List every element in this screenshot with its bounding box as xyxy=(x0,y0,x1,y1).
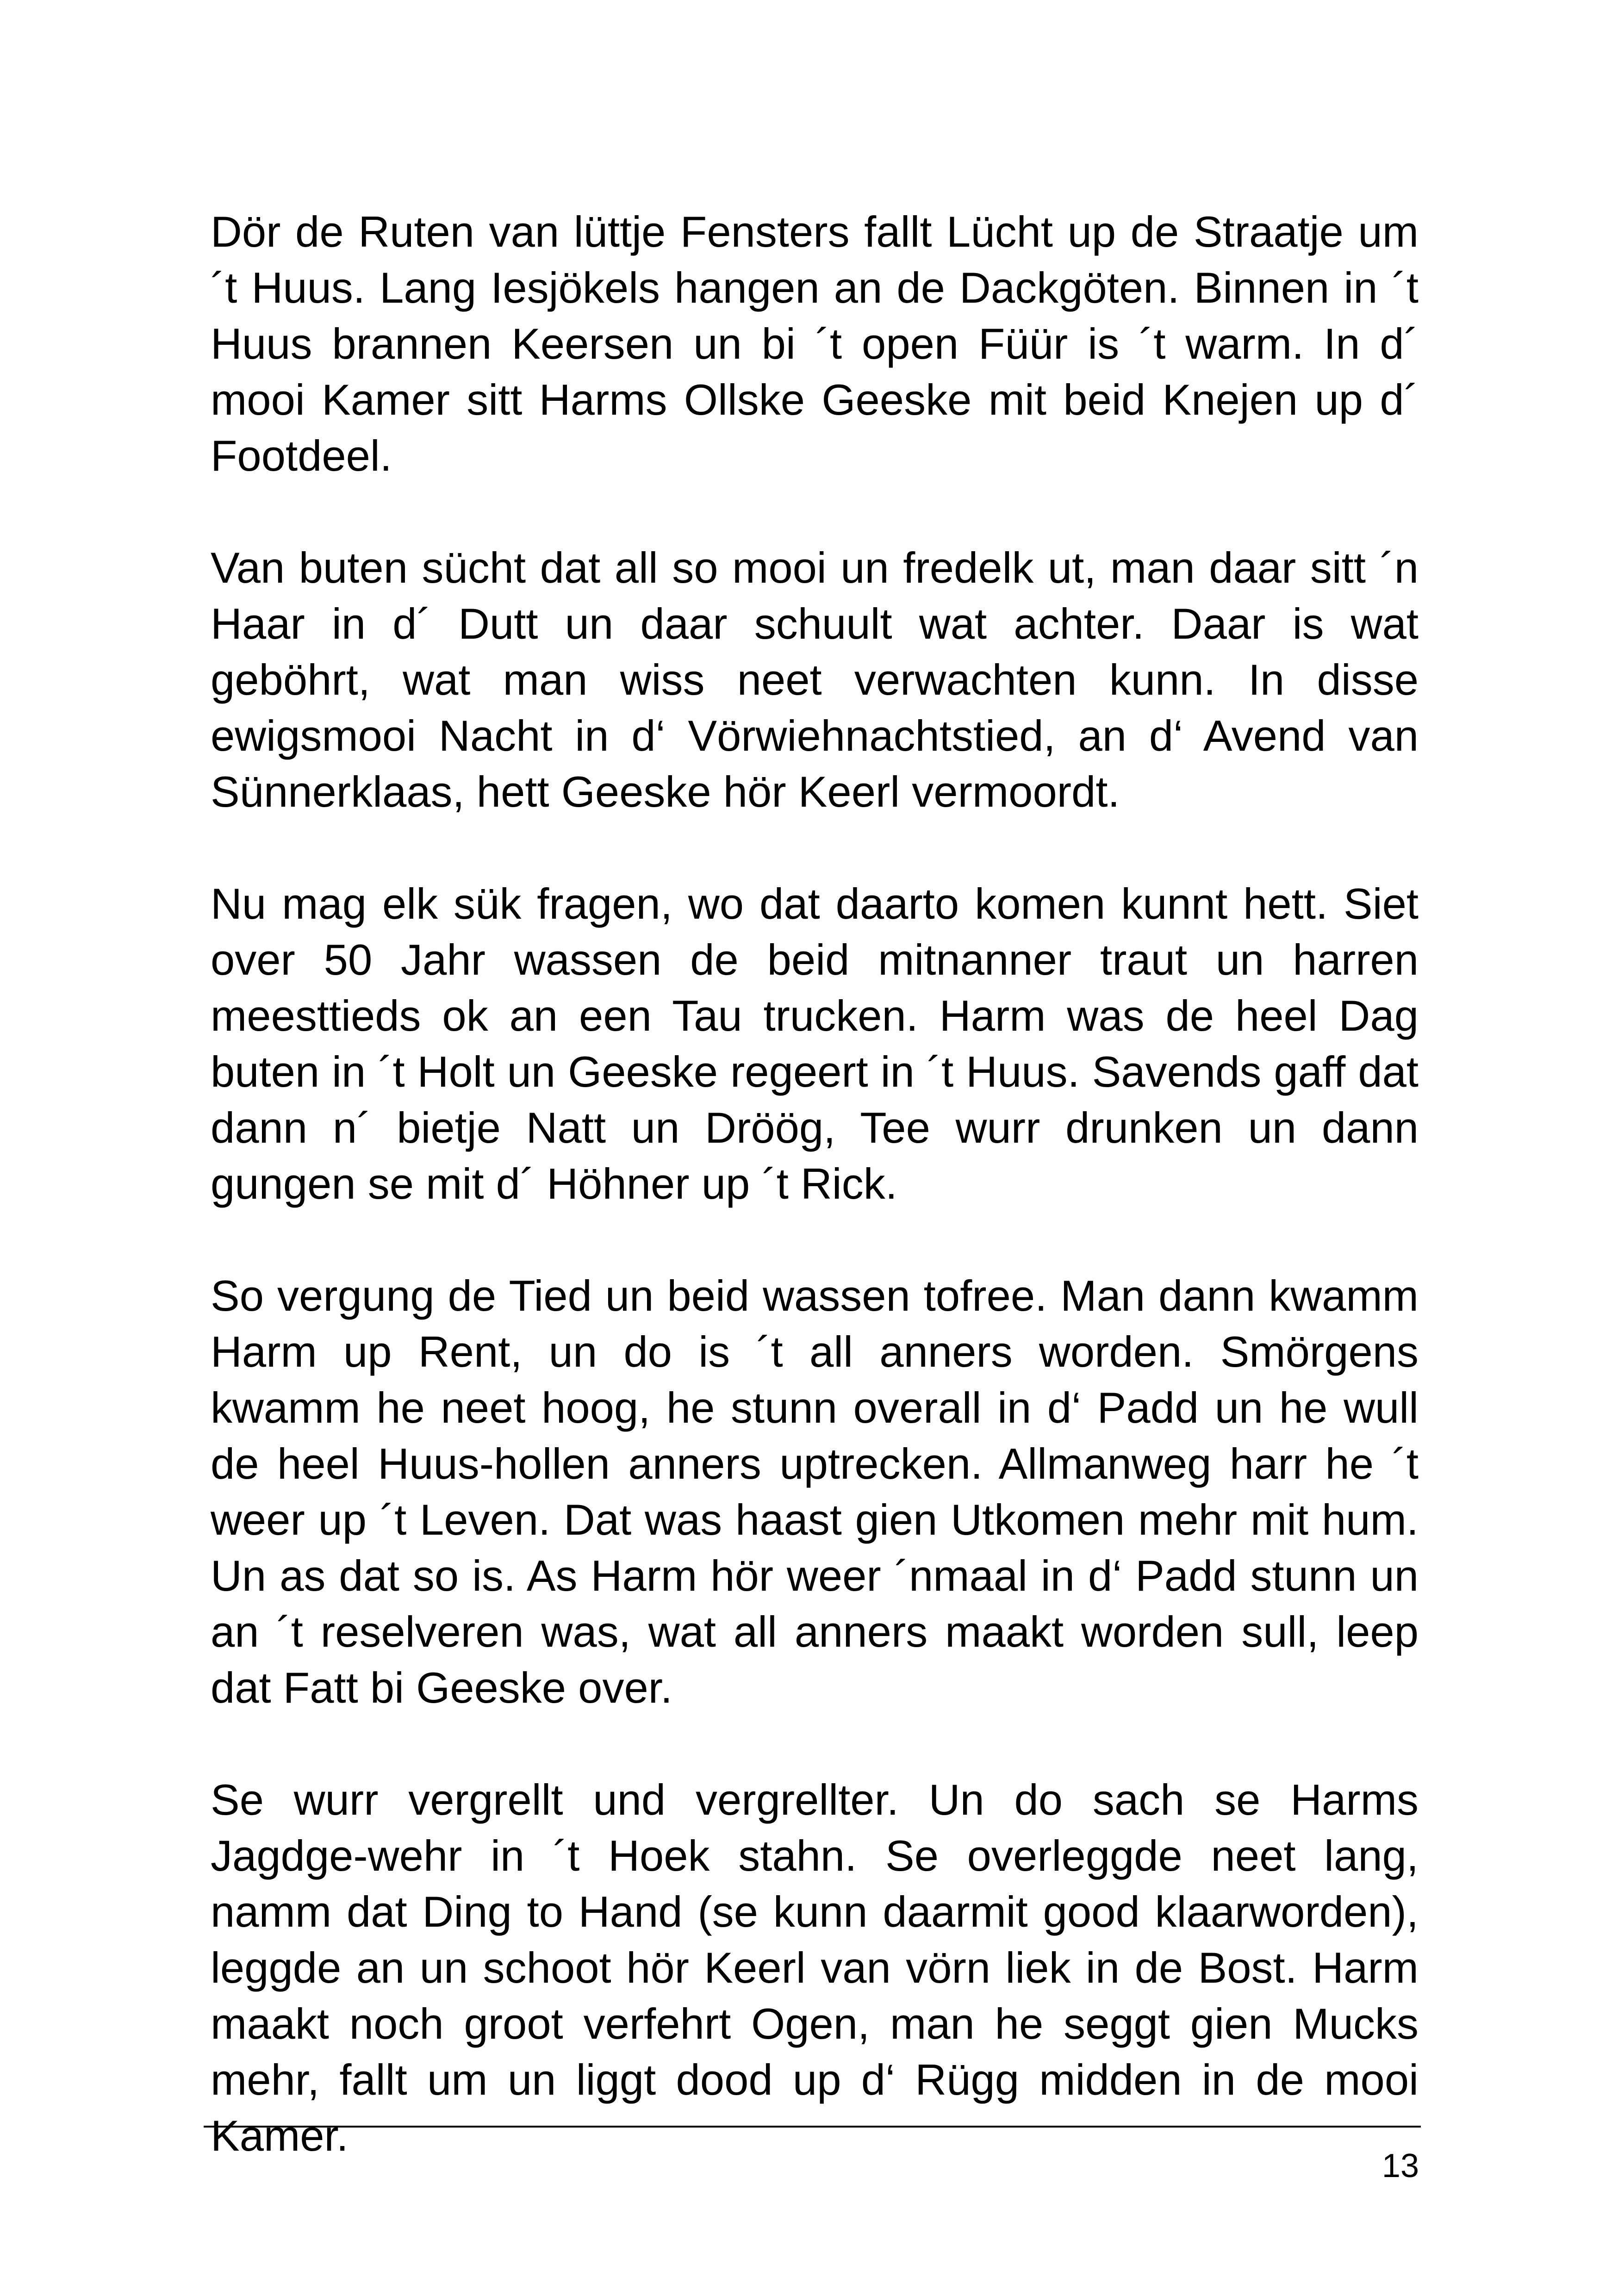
footer-divider xyxy=(204,2126,1421,2128)
body-text xyxy=(211,204,1419,2220)
paragraph-3: Nu mag elk sük fragen, wo dat daarto komen kunnt hett. Siet over 50 Jahr wassen de beid mitnanner traut un harren meesttieds ok an een Tau trucken. Harm was de heel Dag buten in ´t Holt un Geeske regeert in ´t Huus. Savends gaff dat dann n´ bietje Natt un Dröög, Tee wurr drunken un dann gungen se mit d´ Höhner up ´t Rick. xyxy=(211,879,1419,1208)
paragraph-4: So vergung de Tied un beid wassen tofree. Man dann kwamm Harm up Rent, un do is ´t all anners worden. Smörgens kwamm he neet hoog, he stunn overall in d‘ Padd un he wull de heel Huus-hollen anners uptrecken. Allmanweg harr he ´t weer up ´t Leven. Dat was haast gien Utkomen mehr mit hum. Un as dat so is. As Harm hör weer ´nmaal in d‘ Padd stunn un an ´t reselveren was, wat all anners maakt worden sull, leep dat Fatt bi Geeske over. xyxy=(211,1271,1419,1712)
paragraph-2: Van buten sücht dat all so mooi un fredelk ut, man daar sitt ´n Haar in d´ Dutt un daar schuult wat achter. Daar is wat geböhrt, wat man wiss neet verwachten kunn. In disse ewigsmooi Nacht in d‘ Vörwiehnachtstied, an d‘ Avend van Sünnerklaas, hett Geeske hör Keerl vermoordt. xyxy=(211,543,1419,816)
paragraph-5: Se wurr vergrellt und vergrellter. Un do sach se Harms Jagdge-wehr in ´t Hoek stahn. Se overleggde neet lang, namm dat Ding to Hand (se kunn daarmit good klaarworden), leggde an un schoot hör Keerl van vörn liek in de Bost. Harm maakt noch groot verfehrt Ogen, man he seggt gien Mucks mehr, fallt um un liggt dood up d‘ Rügg midden in de mooi Kamer. xyxy=(211,1775,1419,2160)
paragraph-1: Dör de Ruten van lüttje Fensters fallt Lücht up de Straatje um ´t Huus. Lang Iesjökels hangen an de Dackgöten. Binnen in ´t Huus brannen Keersen un bi ´t open Füür is ´t warm. In d´ mooi Kamer sitt Harms Ollske Geeske mit beid Knejen up d´ Footdeel. xyxy=(211,207,1419,480)
page-number: 13 xyxy=(1382,2147,1419,2184)
